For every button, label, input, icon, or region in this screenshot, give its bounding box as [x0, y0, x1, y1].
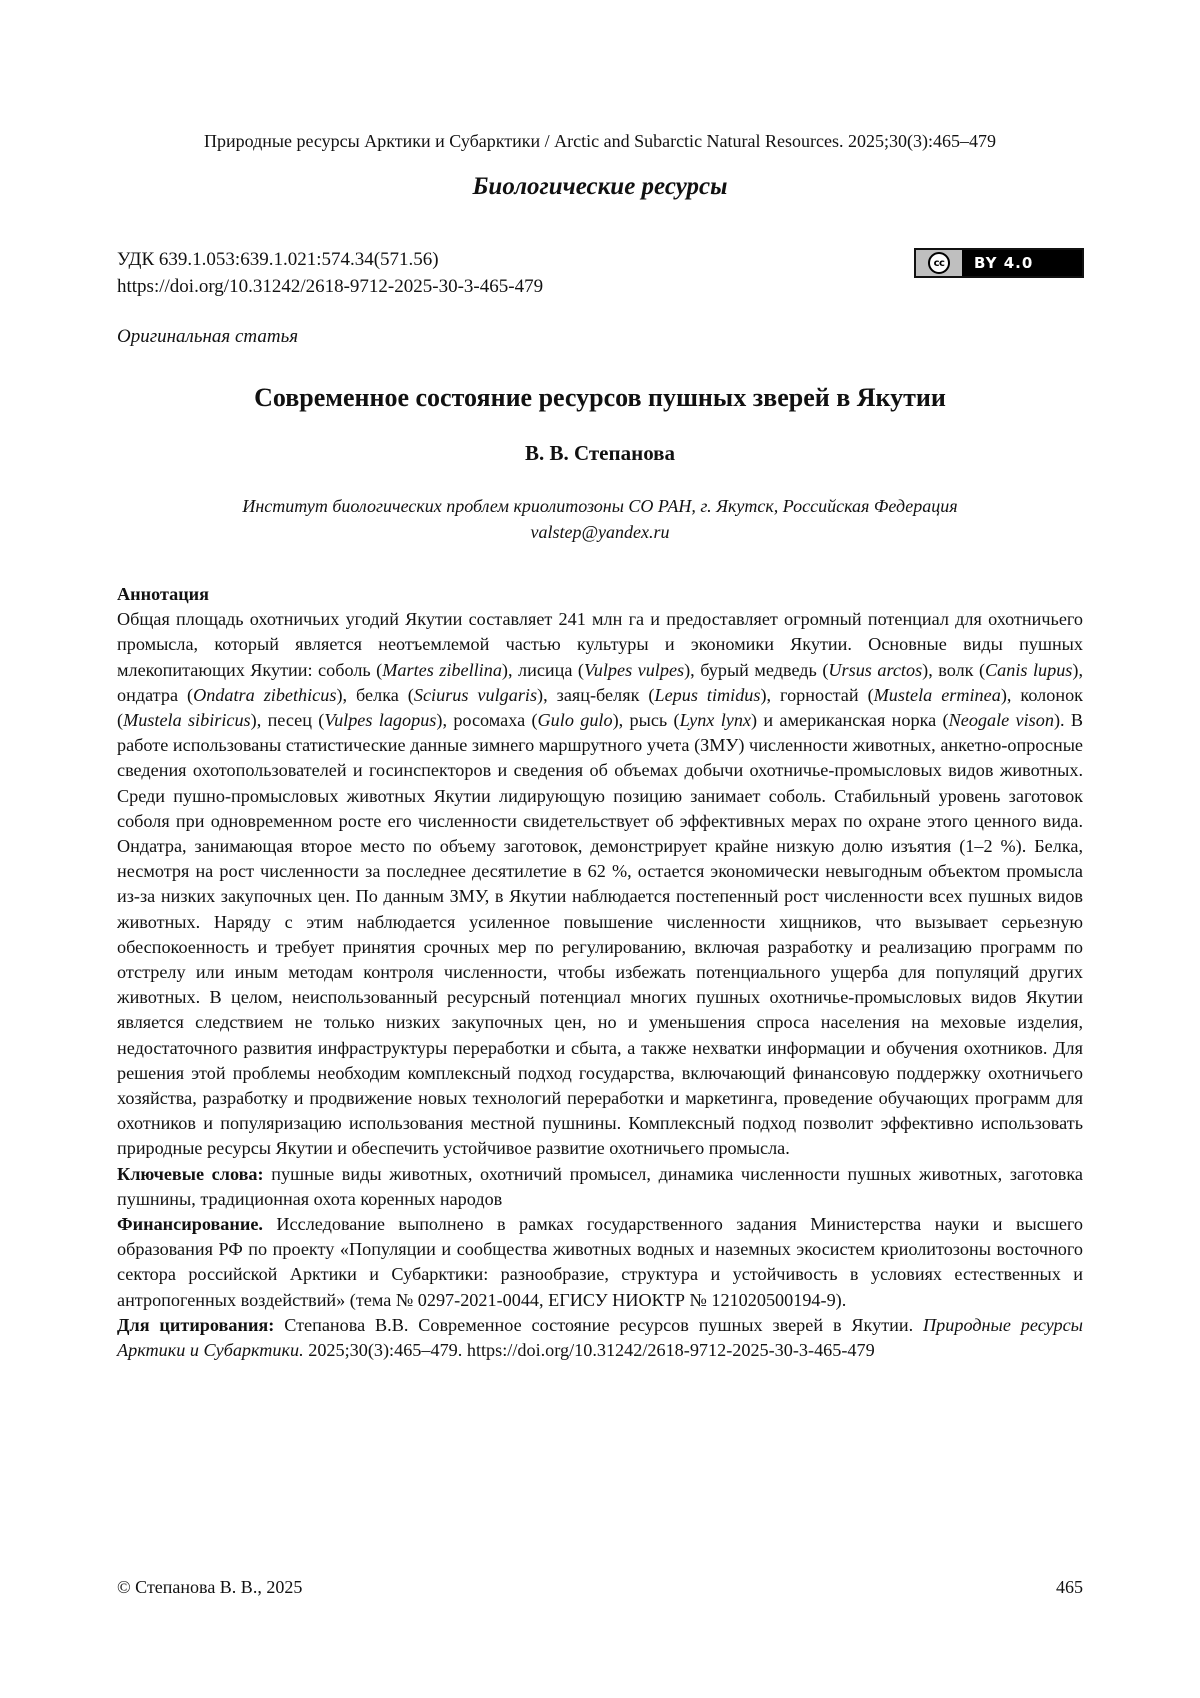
abstract-segment: Общая площадь охотничьих угодий Якутии составляет 241 млн га и предоставляет огромный потенциал для охотничьего промысла, который является неотъемлемой частью культуры и экономики Якутии. Основные виды пушных млекопитающих Якутии: соболь ( [117, 609, 1083, 680]
abstract-segment: ), росомаха ( [436, 710, 538, 731]
species-name: Ondatra zibethicus [193, 684, 337, 705]
doi-link[interactable]: https://doi.org/10.31242/2618-9712-2025-30-3-465-479 [117, 276, 544, 297]
article-type: Оригинальная статья [117, 326, 299, 347]
species-name: Lepus timidus [654, 684, 761, 705]
abstract-segment: ), колонок ( [117, 684, 1084, 731]
funding-label: Финансирование. [117, 1214, 263, 1235]
abstract-segment: ), ондатра ( [117, 659, 1083, 705]
author-email[interactable]: valstep@yandex.ru [530, 522, 670, 542]
abstract-segment: ), бурый медведь ( [684, 659, 829, 680]
species-name: Vulpes lagopus [324, 710, 437, 731]
species-name: Martes zibellina [382, 659, 502, 680]
citation-doi[interactable]: 2025;30(3):465–479. https://doi.org/10.31242/2618-9712-2025-30-3-465-479 [303, 1340, 875, 1361]
abstract-text [117, 607, 1083, 1161]
keywords-text: пушные виды животных, охотничий промысел, динамика численности пушных животных, заготовка пушнины, традиционная охота коренных народов [117, 1163, 1083, 1209]
running-header: Природные ресурсы Арктики и Субарктики / Arctic and Subarctic Natural Resources. 2025;30(3):465–479 [203, 131, 996, 151]
abstract-segment: ), горностай ( [760, 684, 874, 705]
species-name: Neogale vison [948, 710, 1054, 731]
abstract-segment: ). В работе использованы статистические данные зимнего маршрутного учета (ЗМУ) численности животных, анкетно-опросные сведения охотопользователей и госинспекторов и сведения об объемах добычи охотничье-промысловых видов животных. Среди пушно-промысловых животных Якутии лидирующую позицию занимает соболь. Стабильный уровень заготовок соболя при одновременном росте его численности свидетельствует об эффективных мерах по охране этого ценного вида. Ондатра, занимающая второе место по объему заготовок, демонстрирует крайне низкую долю изъятия (1–2 %). Белка, несмотря на рост численности за последнее десятилетие в 62 %, остается экономически невыгодным объектом промысла из-за низких закупочных цен. По данным ЗМУ, в Якутии наблюдается постепенный рост численности всех пушных видов животных. Наряду с этим наблюдается усиленное повышение численности хищников, что вызывает серьезную обеспокоенность и требует принятия срочных мер по регулированию, включая разработку и реализацию программ по отстрелу или иным методам контроля численности, чтобы избежать потенциального ущерба для популяций других животных. В целом, неиспользованный ресурсный потенциал многих пушных охотничье-промысловых видов Якутии является следствием не только низких закупочных цен, но и уменьшения спроса населения на меховые изделия, недостаточного развития инфраструктуры переработки и сбыта, а также нехватки информации и обучения охотников. Для решения этой проблемы необходим комплексный подход государства, включающий финансовую поддержку охотничьего хозяйства, разработку и продвижение новых технологий переработки и маркетинга, проведение обучающих программ для охотников и популяризацию использования местной пушнины. Комплексный подход позволит эффективно использовать природные ресурсы Якутии и обеспечить устойчивое развитие охотничьего промысла. [117, 710, 1083, 1159]
funding-text: Исследование выполнено в рамках государственного задания Министерства науки и высшего образования РФ по проекту «Популяции и сообщества животных водных и наземных экосистем криолитозоны восточного сектора российской Арктики и Субарктики: разнообразие, структура и устойчивость в условиях естественных и антропогенных воздействий» (тема № 0297-2021-0044, ЕГИСУ НИОКТР № 121020500194-9). [117, 1214, 1083, 1310]
species-name: Lynx lynx [679, 710, 751, 731]
species-name: Ursus arctos [828, 659, 923, 680]
identifiers-block [117, 246, 817, 300]
keywords-label: Ключевые слова: [117, 1163, 264, 1184]
cc-symbol: cc [928, 252, 950, 274]
abstract-segment: ), заяц-беляк ( [537, 684, 655, 705]
abstract-segment: ), волк ( [922, 659, 986, 680]
creative-commons-icon [916, 250, 964, 276]
citation-paragraph [117, 1313, 1083, 1363]
funding-paragraph [117, 1212, 1083, 1313]
species-name: Mustela erminea [873, 684, 1001, 705]
abstract-section [117, 582, 1083, 1363]
abstract-heading: Аннотация [117, 584, 209, 604]
page-number: 465 [1056, 1577, 1083, 1597]
keywords-paragraph [117, 1162, 1083, 1212]
abstract-segment: ), песец ( [250, 710, 325, 731]
abstract-segment: ), белка ( [336, 684, 414, 705]
citation-label: Для цитирования: [117, 1314, 275, 1335]
license-label: BY 4.0 [974, 254, 1034, 272]
copyright-notice: © Степанова В. В., 2025 [117, 1577, 303, 1597]
license-badge[interactable] [914, 248, 1084, 278]
section-title: Биологические ресурсы [472, 173, 728, 200]
species-name: Sciurus vulgaris [413, 684, 538, 705]
abstract-segment: ), лисица ( [501, 659, 584, 680]
abstract-segment: ), рысь ( [612, 710, 680, 731]
citation-text: Степанова В.В. Современное состояние ресурсов пушных зверей в Якутии. [274, 1314, 924, 1335]
udk-code: УДК 639.1.053:639.1.021:574.34(571.56) [117, 249, 439, 270]
citation-journal: Природные ресурсы Арктики и Субарктики. [117, 1314, 1083, 1361]
species-name: Canis lupus [985, 659, 1073, 680]
article-title: Современное состояние ресурсов пушных зверей в Якутии [254, 383, 946, 412]
abstract-segment: ) и американская норка ( [751, 710, 949, 731]
species-name: Gulo gulo [537, 710, 613, 731]
affiliation-block [117, 493, 1083, 545]
species-name: Mustela sibiricus [123, 710, 251, 731]
author-name: В. В. Степанова [524, 441, 676, 465]
affiliation: Институт биологических проблем криолитозоны СО РАН, г. Якутск, Российская Федерация [242, 496, 958, 516]
species-name: Vulpes vulpes [584, 659, 685, 680]
